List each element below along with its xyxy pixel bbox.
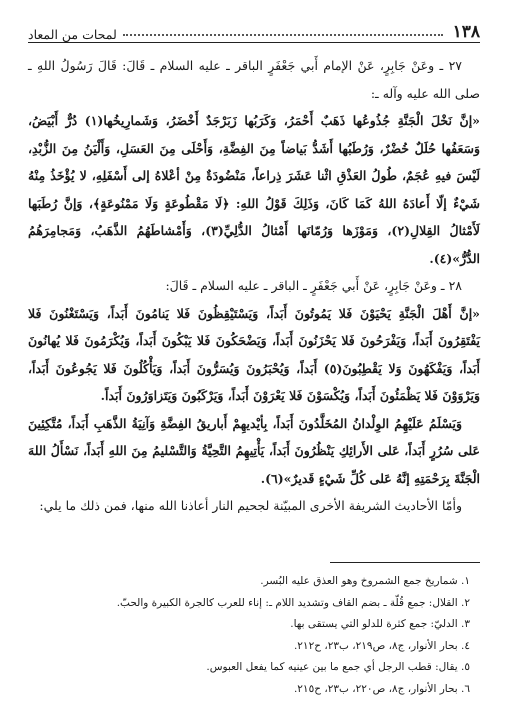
header-dotted-leader	[123, 34, 443, 36]
footnote-2: ٢. القلال: جمع قُلّة ـ بضم القاف وتشديد اللام ـ: إناء للعرب كالجرة الكبيرة والحبّ.	[116, 596, 470, 609]
hadith-28-heading: ٢٨ ـ وعَنْ جَابِرٍ، عَنْ أَبي جَعْفَرٍ ـ الباقر ـ عليه السلام ـ قَالَ:	[165, 278, 462, 293]
hadith-28-quote: «إنَّ أَهْلَ الْجَنَّةِ يَحْيَوْنَ فَلا يَمُوتُونَ أَبَداً، وَيَسْتَيْقِظُونَ فَلا يَنامُونَ أَبَداً، وَيَسْتَغْنُونَ فَلا يَفْتَقِرُونَ أَبَداً، وَيَفْرَحُونَ فَلا يَحْزَنُونَ أَبَداً، وَيَضْحَكُونَ فَلا يَبْكُونَ أَبَداً، وَيُكْرَمُونَ فَلا يُهانُونَ أَبَداً، وَيَفْكَهُونَ وَلا يَقْطِبُونَ(٥) أَبَداً، وَيُحْبَرُونَ وَيُسَرُّونَ أَبَداً، وَيَأْكُلُونَ فَلا يَجُوعُونَ أَبَداً، وَيَرْوَوْنَ فَلا يَظْمَئُونَ أَبَداً، وَيُكْسَوْنَ فَلا يَعْرَوْنَ أَبَداً، وَيَرْكَبُونَ وَيَتَزاوَرُونَ أَبَداً.	[28, 305, 481, 403]
footnotes	[28, 571, 480, 701]
closing-paragraph: وأمّا الأحاديث الشريفة الأخرى المبيّنة لجحيم النار أعاذنا الله منها، فمن ذلك ما يلي:	[39, 498, 462, 513]
footnote-1: ١. شماريخ جمع الشمروخ وهو العذق عليه البُسر.	[260, 575, 470, 587]
running-title: لمحات من المعاد	[28, 27, 117, 42]
footnote-4: ٤. بحار الأنوار، ج٨، ص٢١٩، ب٢٣، ح٢١٢.	[293, 639, 470, 652]
footnote-3: ٣. الدليّ: جمع كثرة للدلو التي يستقى بها.	[290, 618, 470, 631]
footnote-separator	[330, 562, 480, 563]
hadith-27-quote: «إنَّ نَخْلَ الْجَنَّةِ جُذُوعُها ذَهَبٌ أَحْمَرُ، وَكَرَبُها زَبَرْجَدٌ أَخْضَرُ، وَشَمارِيخُها(١) دُرٌّ أَبْيَضُ، وَسَعَفُها حُلَلٌ خُضْرٌ، وَرُطَبُها أَشَدُّ بَياضاً مِنَ الفِضَّةِ، وَأَحْلَى مِنَ العَسَلِ، وَأَلْيَنُ مِنَ الزُّبْدِ، لَيْسَ فيهِ عُجَمٌ، طُولُ العَذْقِ اثْنا عَشَرَ ذِراعاً، مَنْضُودَةٌ مِنْ أعْلاهُ إلى أَسْفَلِهِ، لا يُؤْخَذُ مِنْهُ شَيْءٌ إلّا أَعادَهُ اللهُ كَمَا كَانَ، وَذَلِكَ قَوْلُ اللهِ: ﴿لَا مَقْطُوعَةٍ وَلَا مَمْنُوعَةٍ﴾، وَإنَّ رُطَبَها لَأَمْثالُ القِلالِ(٢)، وَمَوْزَها وَرُمّانَها أَمْثالُ الدُّلِيِّ(٣)، وَأَمْشاطَهُمُ الذَّهَبُ، وَمَجامِرَهُمُ الدُّرُّ»(٤).	[28, 113, 480, 266]
footnote-5: ٥. يقال: قطب الرجل أي جمع ما بين عينيه كما يفعل العبوس.	[206, 661, 470, 674]
footnote-6: ٦. بحار الأنوار، ج٨، ص٢٢٠، ب٢٣، ح٢١٥.	[293, 682, 470, 695]
page-number: ١٣٨	[452, 22, 480, 42]
hadith-28-quote-continued: وَيَسْلَمُ عَلَيْهِمُ الوِلْدانُ المُخَلَّدُونَ أَبَداً، بِأيْديهِمْ أَباريقُ الفِضَّةِ وَآنِيَةُ الذَّهَبِ أَبَداً، مُتَّكِئِينَ عَلى سُرُرٍ أَبَداً، عَلى الأَرائِكِ يَنْظُرُونَ أَبَداً، يَأْتِيهِمُ التَّحِيَّةُ وَالتَّسْليمُ مِنَ اللهِ أَبَداً، نَسْأَلُ اللهَ الْجَنَّةَ بِرَحْمَتِهِ إنَّهُ عَلى كُلِّ شَيْءٍ قَديرٌ»(٦).	[28, 415, 480, 486]
hadith-27-heading: ٢٧ ـ وعَنْ جَابِرٍ، عَنْ الإمام أَبي جَعْفَرٍ الباقر ـ عليه السلام ـ قَالَ: قَالَ رَسُولُ اللهِ ـ صلى الله عليه وآله ـ:	[28, 58, 480, 101]
page-header	[28, 16, 480, 43]
main-text	[28, 52, 480, 520]
